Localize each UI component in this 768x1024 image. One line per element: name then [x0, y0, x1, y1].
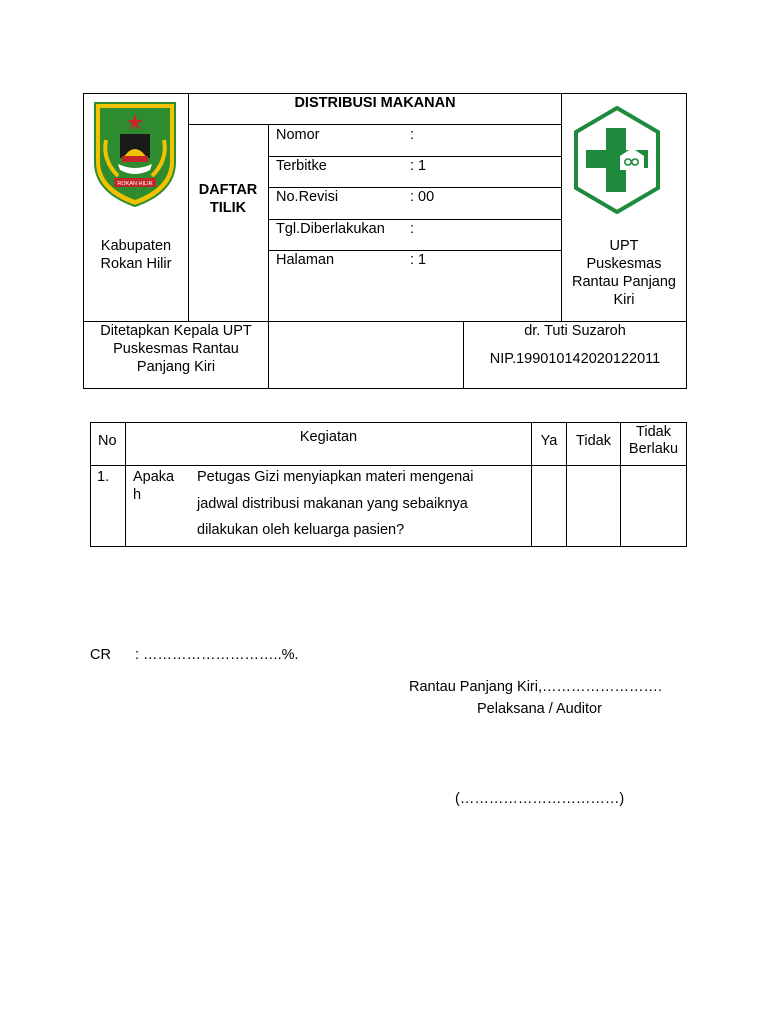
info-label-revisi: No.Revisi [276, 189, 339, 205]
col-header-tidak-berlaku-2: Berlaku [628, 441, 679, 457]
approver-nip: NIP.199010142020122011 [489, 351, 661, 367]
right-logo-caption-3: Rantau Panjang [572, 274, 676, 290]
info-value-revisi: : 00 [410, 189, 435, 205]
info-value-nomor: : [410, 127, 415, 143]
signature-line: (……………………………) [455, 791, 625, 807]
approval-line-2: Puskesmas Rantau [113, 341, 239, 357]
approval-line-1: Ditetapkan Kepala UPT [100, 323, 252, 339]
col-header-no: No [98, 433, 117, 449]
right-logo-caption-4: Kiri [613, 292, 635, 308]
approver-name: dr. Tuti Suzaroh [524, 323, 626, 339]
doc-type-line2: TILIK [209, 200, 247, 216]
row-prefix-1: Apaka [133, 469, 175, 485]
rokan-hilir-crest-icon [92, 100, 178, 208]
info-value-halaman: : 1 [410, 252, 427, 268]
document-title: DISTRIBUSI MAKANAN [294, 95, 456, 111]
info-label-halaman: Halaman [276, 252, 335, 268]
row-prefix-2: h [133, 487, 142, 503]
col-header-ya: Ya [540, 433, 558, 449]
row-text-line-1: Petugas Gizi menyiapkan materi mengenai [197, 469, 474, 485]
info-label-terbitke: Terbitke [276, 158, 327, 174]
left-logo-caption-1: Kabupaten [100, 238, 172, 254]
right-logo-caption-1: UPT [609, 238, 639, 254]
info-value-tgl: : [410, 221, 415, 237]
col-header-tidak-berlaku-1: Tidak [636, 424, 671, 440]
cr-value: : ………………………..%. [135, 647, 299, 663]
info-value-terbitke: : 1 [410, 158, 427, 174]
auditor-role: Pelaksana / Auditor [477, 701, 602, 717]
col-header-tidak: Tidak [576, 433, 611, 449]
col-header-kegiatan: Kegiatan [299, 429, 358, 445]
cr-label: CR [90, 647, 111, 663]
right-logo-caption-2: Puskesmas [586, 256, 662, 272]
place-date: Rantau Panjang Kiri,……………………. [409, 679, 663, 695]
info-label-tgl: Tgl.Diberlakukan [276, 221, 385, 237]
left-logo-caption-2: Rokan Hilir [100, 256, 172, 272]
doc-type-line1: DAFTAR [198, 182, 258, 198]
crest-banner-text: ROKAN HILIR [117, 181, 153, 187]
puskesmas-cross-icon [572, 106, 662, 214]
row-number: 1. [97, 469, 110, 485]
row-text-line-3: dilakukan oleh keluarga pasien? [197, 522, 405, 538]
row-text-line-2: jadwal distribusi makanan yang sebaiknya [197, 496, 468, 512]
info-label-nomor: Nomor [276, 127, 320, 143]
approval-line-3: Panjang Kiri [136, 359, 216, 375]
